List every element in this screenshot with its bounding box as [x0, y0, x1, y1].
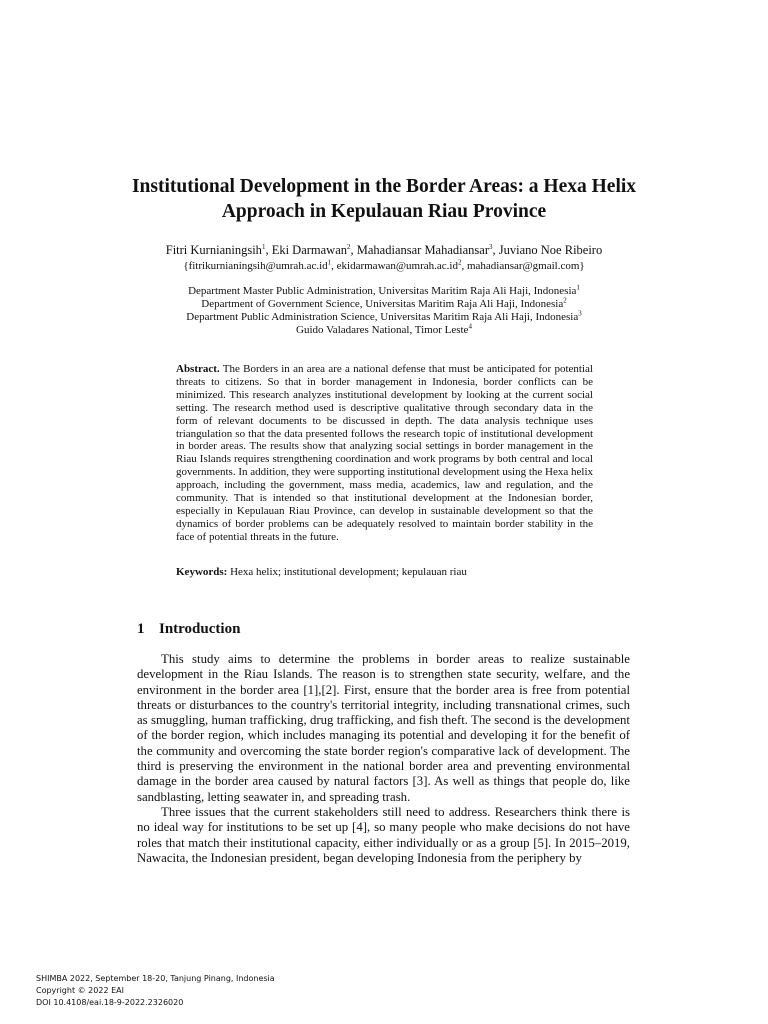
- author-superscript: 2: [347, 242, 351, 251]
- email-text: {fitrikurnianingsih@umrah.ac.id: [183, 260, 328, 272]
- email-text: ekidarmawan@umrah.ac.id: [336, 260, 458, 272]
- section-heading: [137, 620, 240, 638]
- email-superscript: 1: [327, 258, 332, 267]
- body-text: [137, 652, 630, 866]
- affiliation-superscript: 3: [578, 309, 582, 318]
- email-text: mahadiansar@gmail.com}: [466, 260, 585, 272]
- paper-title: Institutional Development in the Border Areas: a Hexa Helix Approach in Kepulauan Riau Province: [131, 176, 637, 222]
- abstract-label: Abstract.: [176, 363, 220, 375]
- author-separator: ,: [265, 243, 272, 257]
- affiliation-line: [120, 324, 648, 337]
- affiliation-text: Department Public Administration Science, Universitas Maritim Raja Ali Haji, Indonesia: [186, 311, 579, 323]
- affiliations: [120, 285, 648, 337]
- section-number: 1: [137, 621, 145, 637]
- author-superscript: 1: [261, 242, 266, 251]
- keywords: [176, 566, 593, 579]
- paragraph: This study aims to determine the problems in border areas to realize sustainable development in the Riau Islands. The reason is to strengthen state security, welfare, and the environment in the border area [1],[2]. First, ensure that the border area is free from potential threats or disturbances to the country's territorial integrity, including transnational crimes, such as smuggling, human trafficking, drug trafficking, and fish theft. The second is the development of the border region, which includes managing its potential and developing it for the benefit of the community and overcoming the state border region's comparative lack of development. The third is preserving the environment in the national border area and preventing environmental damage in the border area caused by natural factors [3]. As well as things that people do, like sandblasting, letting seawater in, and spreading trash.: [137, 652, 630, 804]
- affiliation-text: Department of Government Science, Universitas Maritim Raja Ali Haji, Indonesia: [201, 298, 564, 310]
- author-name: Fitri Kurnianingsih: [165, 243, 262, 257]
- footer-doi: DOI 10.4108/eai.18-9-2022.2326020: [36, 998, 184, 1007]
- author-name: Juviano Noe Ribeiro: [498, 243, 603, 257]
- affiliation-superscript: 4: [468, 322, 472, 331]
- section-title: Introduction: [159, 621, 241, 637]
- keywords-label: Keywords:: [176, 566, 228, 578]
- page-footer: [36, 973, 275, 1009]
- author-name: Eki Darmawan: [271, 243, 348, 257]
- abstract-text: The Borders in an area are a national defense that must be anticipated for potential threats to citizens. So that in border management in Indonesia, border conflicts can be minimized. This research analyzes institutional development by looking at the current social setting. The research method used is descriptive qualitative through secondary data in the form of relevant documents to be discussed in depth. The data analysis technique uses triangulation so that the data presented follows the research topic of institutional development in border areas. The results show that analyzing social settings in border management in the Riau Islands requires strengthening coordination and work programs by both central and local governments. In addition, they were supporting institutional development using the Hexa helix approach, including the government, mass media, academics, law and regulation, and the community. That is intended so that institutional development at the Indonesian border, especially in Kepulauan Riau Province, can develop in sustainable development so that the dynamics of border problems can be adequately resolved to maintain border stability in the face of potential threats in the future.: [176, 363, 594, 543]
- affiliation-line: [120, 298, 648, 311]
- keywords-text: Hexa helix; institutional development; kepulauan riau: [230, 566, 467, 578]
- author-superscript: 3: [489, 242, 493, 251]
- footer-conference: SHIMBA 2022, September 18-20, Tanjung Pinang, Indonesia: [36, 974, 275, 983]
- email-separator: ,: [461, 260, 467, 272]
- author-emails: [80, 259, 688, 273]
- affiliation-text: Guido Valadares National, Timor Leste: [296, 324, 469, 336]
- paragraph: Three issues that the current stakeholders still need to address. Researchers think there is no ideal way for institutions to be set up [4], so many people who make decisions do not have roles that match their institutional capacity, either individually or as a group [5]. In 2015–2019, Nawacita, the Indonesian president, began developing Indonesia from the periphery by: [137, 804, 630, 865]
- affiliation-line: [120, 311, 648, 324]
- affiliation-superscript: 2: [563, 296, 567, 305]
- affiliation-line: [120, 285, 648, 298]
- abstract: [176, 363, 593, 544]
- author-name: Mahadiansar Mahadiansar: [356, 243, 490, 257]
- email-superscript: 2: [457, 258, 462, 267]
- author-list: [80, 243, 688, 258]
- affiliation-superscript: 1: [576, 283, 580, 292]
- email-separator: ,: [331, 260, 337, 272]
- author-separator: ,: [492, 243, 499, 257]
- affiliation-text: Department Master Public Administration, Universitas Maritim Raja Ali Haji, Indonesia: [188, 285, 577, 297]
- author-separator: ,: [350, 243, 357, 257]
- footer-copyright: Copyright © 2022 EAI: [36, 986, 124, 995]
